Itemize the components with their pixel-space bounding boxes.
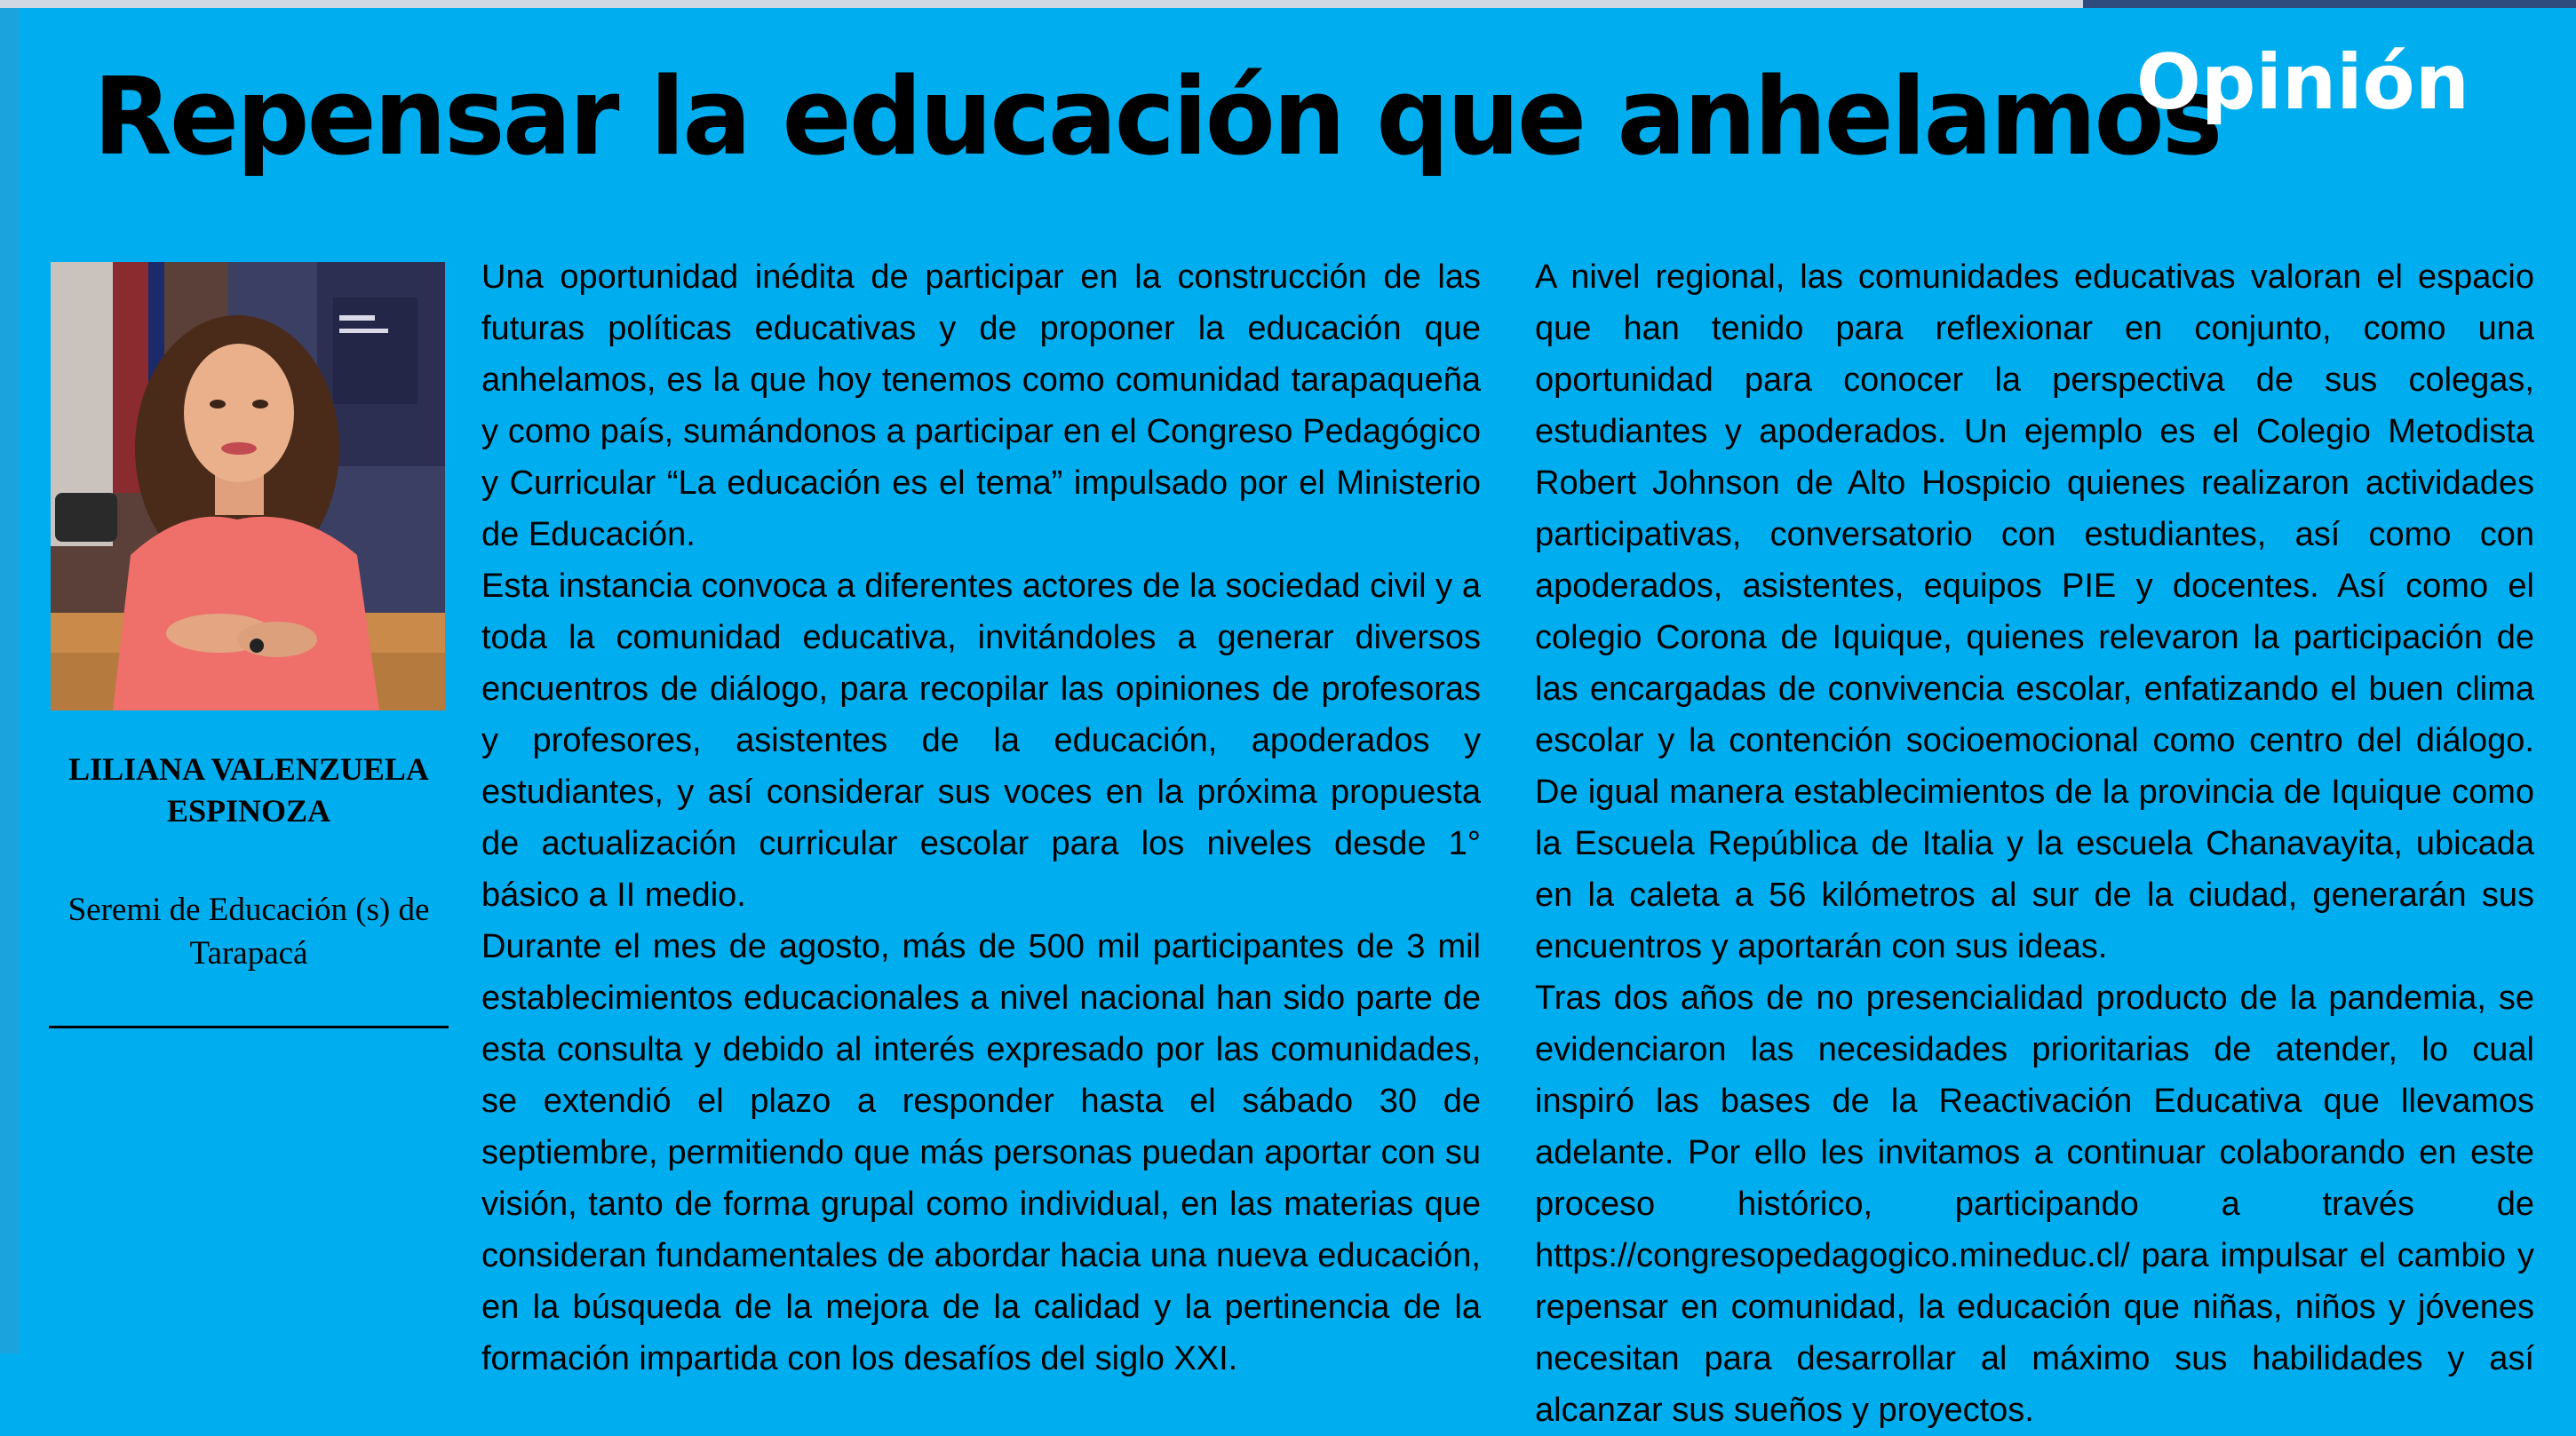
section-label: Opinión <box>2135 38 2469 127</box>
paragraph: A nivel regional, las comunidades educativas valoran el espacio que han tenido para reflexionar en conjunto, como una oportunidad para conocer la perspectiva de sus colegas, estudiantes y apoderados. Un ejemplo es el Colegio Metodista Robert Johnson de Alto Hospicio quienes realizaron actividades participativas, conversatorio con estudiantes, así como con apoderados, asistentes, equipos PIE y docentes. Así como el colegio Corona de Iquique, quienes relevaron la participación de las encargadas de convivencia escolar, enfatizando el buen clima escolar y la contención socioemocional como centro del diálogo. De igual manera establecimientos de la provincia de Iquique como la Escuela República de Italia y la escuela Chanavayita, ubicada en la caleta a 56 kilómetros al sur de la ciudad, generarán sus encuentros y aportarán con sus ideas. <box>1535 258 2534 965</box>
headline: Repensar la educación que anhelamos <box>93 56 2221 179</box>
author-divider <box>49 1026 449 1028</box>
paragraph: Tras dos años de no presencialidad producto de la pandemia, se evidenciaron las necesidades prioritarias de atender, lo cual inspiró las bases de la Reactivación Educativa que llevamos adelante. Por ello les invitamos a continuar colaborando en este proceso histórico, participando a través de https://congresopedagogico.mineduc.cl/ para impulsar el cambio y repensar en comunidad, la educación que niñas, niños y jóvenes necesitan para desarrollar al máximo sus habilidades y así alcanzar sus sueños y proyectos. <box>1535 980 2534 1429</box>
author-photo <box>51 262 445 710</box>
left-margin-strip <box>0 8 20 1353</box>
top-border-light <box>0 0 2083 8</box>
paragraph: Una oportunidad inédita de participar en la construcción de las futuras políticas educativas y de proponer la educación que anhelamos, es la que hoy tenemos como comunidad tarapaqueña y como país, sumándonos a participar en el Congreso Pedagógico y Curricular “La educación es el tema” impulsado por el Ministerio de Educación. <box>481 258 1481 553</box>
article-column-1 <box>481 251 1481 1384</box>
paragraph: Durante el mes de agosto, más de 500 mil participantes de 3 mil establecimientos educacionales a nivel nacional han sido parte de esta consulta y debido al interés expresado por las comunidades, se extendió el plazo a responder hasta el sábado 30 de septiembre, permitiendo que más personas puedan aportar con su visión, tanto de forma grupal como individual, en las materias que consideran fundamentales de abordar hacia una nueva educación, en la búsqueda de la mejora de la calidad y la pertinencia de la formación impartida con los desafíos del siglo XXI. <box>481 928 1481 1377</box>
top-border-dark <box>2083 0 2576 8</box>
author-name: LILIANA VALENZUELA ESPINOZA <box>68 751 429 829</box>
paragraph: Esta instancia convoca a diferentes actores de la sociedad civil y a toda la comunidad educativa, invitándoles a generar diversos encuentros de diálogo, para recopilar las opiniones de profesoras y profesores, asistentes de la educación, apoderados y estudiantes, y así considerar sus voces en la próxima propuesta de actualización curricular escolar para los niveles desde 1° básico a II medio. <box>481 567 1481 914</box>
author-role: Seremi de Educación (s) de Tarapacá <box>68 892 430 972</box>
article-column-2 <box>1535 251 2534 1436</box>
